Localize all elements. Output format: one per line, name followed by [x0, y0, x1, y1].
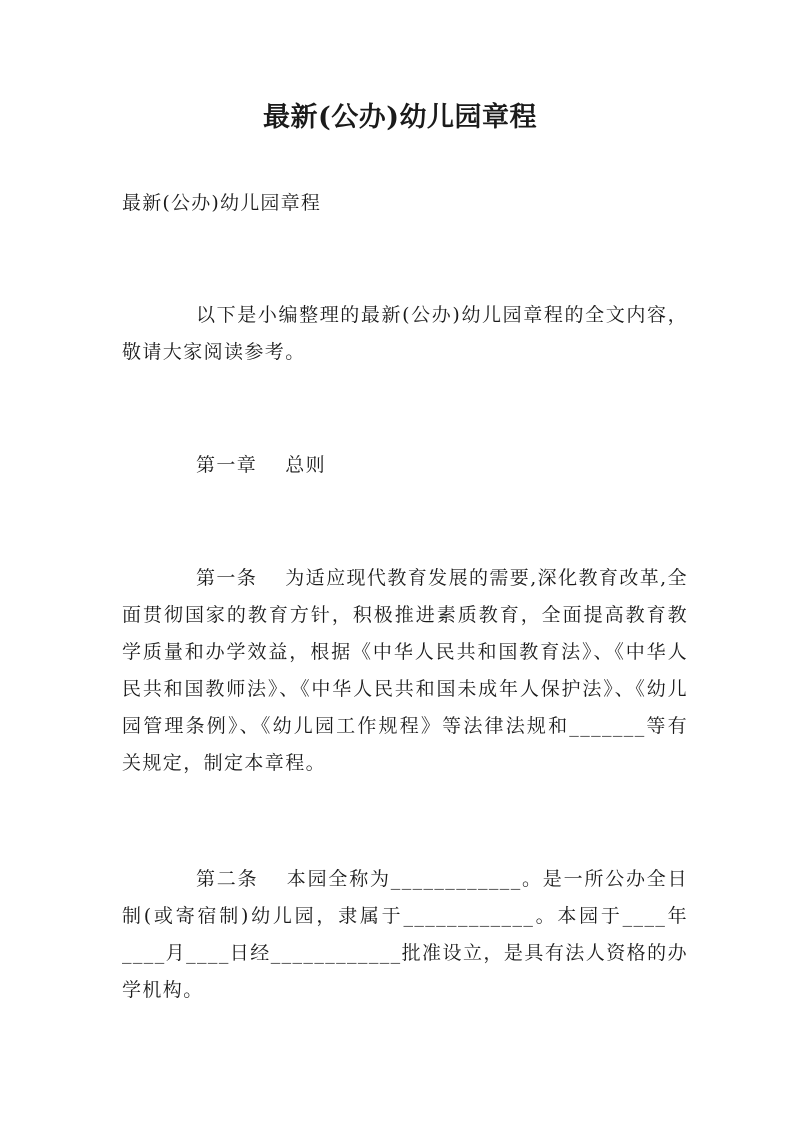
document-title: 最新(公办)幼儿园章程	[262, 102, 538, 133]
article-2-paragraph	[122, 861, 688, 1009]
intro-paragraph: 以下是小编整理的最新(公办)幼儿园章程的全文内容，敬请大家阅读参考。	[122, 304, 688, 363]
article-1-number: 第一条	[196, 567, 258, 589]
chapter-name: 总则	[285, 454, 327, 476]
article-2-text: 本园全称为____________。是一所公办全日制(或寄宿制)幼儿园，隶属于____________。本园于____年____月____日经____________批准设立，是具有法人资格的办学机构。	[122, 868, 688, 1001]
article-1-text: 为适应现代教育发展的需要,深化教育改革,全面贯彻国家的教育方针，积极推进素质教育，全面提高教育教学质量和办学效益，根据《中华人民共和国教育法》、《中华人民共和国教师法》、《中华人民共和国未成年人保护法》、《幼儿园管理条例》、《幼儿园工作规程》等法律法规和_______等有关规定，制定本章程。	[122, 567, 689, 774]
article-2-number: 第二条	[196, 868, 259, 890]
chapter-heading	[122, 447, 688, 484]
document-subtitle: 最新(公办)幼儿园章程	[122, 192, 322, 214]
article-1-paragraph	[122, 560, 688, 782]
chapter-number: 第一章	[196, 454, 258, 476]
